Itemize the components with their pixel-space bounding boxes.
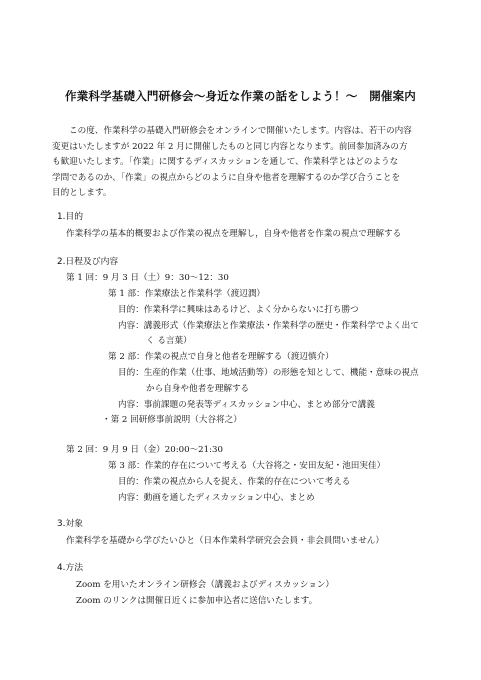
intro-paragraph bbox=[52, 124, 444, 202]
part2-title: 第 2 部：作業の視点で自身と他者を理解する（渡辺慎介） bbox=[108, 352, 334, 362]
part2-content: 内容：事前課題の発表等ディスカッション中心、まとめ部分で講義 bbox=[118, 400, 375, 410]
session2-date: 第 2 回：9 月 9 日（金）20:00〜21:30 bbox=[66, 445, 223, 455]
part1-purpose: 目的：作業科学に興味はあるけど、よく分からないに打ち勝つ bbox=[118, 305, 359, 315]
section-heading-purpose: 1.目的 bbox=[57, 212, 83, 222]
part3-content: 内容：動画を通したディスカッション中心、まとめ bbox=[118, 493, 315, 503]
intro-line: 学問であるのか、「作業」の視点からどのように自身や他者を理解するのか学び合うことを bbox=[52, 172, 401, 183]
part3-title: 第 3 部：作業的存在について考える（大谷将之・安田友紀・池田実佳） bbox=[108, 461, 386, 471]
intro-line: 変更はいたしますが 2022 年 2 月に開催したものと同じ内容となります。前回参加済みの方 bbox=[52, 141, 408, 152]
part3-purpose: 目的：作業の視点から人を捉え、作業的存在について考える bbox=[118, 477, 351, 487]
method-line: Zoom を用いたオンライン研修会（講義およびディスカッション） bbox=[76, 580, 335, 590]
target-text: 作業科学を基礎から学びたいひと（日本作業科学研究会会員・非会員問いません） bbox=[66, 536, 384, 546]
method-line: Zoom のリンクは開催日近くに参加申込者に送信いたします。 bbox=[76, 596, 318, 606]
intro-line: も歓迎いたします。「作業」に関するディスカッションを通して、作業科学とはどのような bbox=[52, 157, 399, 168]
document-title: 作業科学基礎入門研修会〜身近な作業の話をしよう！〜 開催案内 bbox=[65, 89, 416, 103]
part1-title: 第 1 部：作業療法と作業科学（渡辺潤） bbox=[108, 289, 266, 299]
section-heading-schedule: 2.日程及び内容 bbox=[57, 257, 119, 267]
intro-line: この度、作業科学の基礎入門研修会をオンラインで開催いたします。内容は、若干の内容 bbox=[69, 126, 412, 136]
purpose-text: 作業科学の基本的概要および作業の視点を理解し，自身や他者を作業の視点で理解する bbox=[66, 229, 402, 239]
session1-date: 第 1 回：9 月 3 日（土）9：30〜12：30 bbox=[66, 273, 229, 283]
part2-purpose: 目的：生産的作業（仕事、地域活動等）の形態を知として、機能・意味の視点 bbox=[118, 368, 419, 378]
section-heading-method: 4.方法 bbox=[57, 563, 83, 573]
part2-purpose-cont: から自身や他者を理解する bbox=[146, 384, 250, 394]
section-heading-target: 3.対象 bbox=[57, 519, 83, 529]
part1-content: 内容：講義形式（作業療法と作業療法・作業科学の歴史・作業科学でよく出て bbox=[118, 321, 419, 331]
intro-line: 目的とします。 bbox=[52, 188, 112, 199]
part2-note: ・第 2 回研修事前説明（大谷将之） bbox=[102, 415, 242, 425]
part1-content-cont: く る言葉） bbox=[146, 336, 192, 346]
